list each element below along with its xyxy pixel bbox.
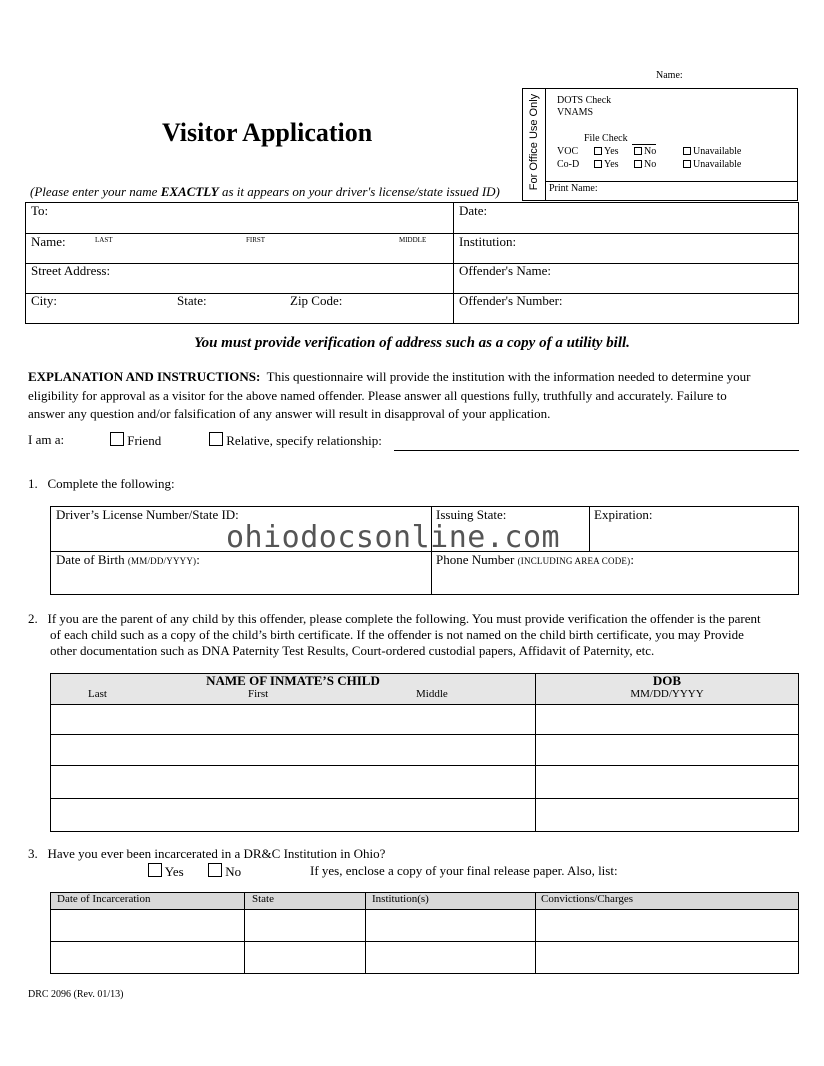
office-vertical-label: For Office Use Only — [528, 93, 540, 191]
child-dob-header: DOB — [652, 673, 682, 688]
voc-yes[interactable] — [594, 146, 619, 157]
cod-no[interactable] — [634, 159, 656, 170]
cod-yes-checkbox[interactable] — [594, 160, 602, 168]
q3-yes-label: Yes — [164, 864, 184, 879]
state-field[interactable]: State: — [177, 293, 207, 308]
voc-label: VOC — [557, 146, 579, 157]
expiration-field[interactable]: Expiration: — [594, 507, 653, 522]
print-name-label: Print Name: — [549, 183, 598, 194]
voc-row — [557, 146, 578, 157]
dots-check-label: DOTS Check — [557, 95, 612, 106]
license-field[interactable]: Driver’s License Number/State ID: — [56, 507, 239, 522]
phone-field[interactable]: Phone Number (INCLUDING AREA CODE): — [436, 552, 634, 567]
verification-notice: You must provide verification of address such as a copy of a utility bill. — [194, 335, 630, 351]
voc-yes-label: Yes — [604, 146, 619, 157]
col-convictions: Convictions/Charges — [541, 893, 634, 905]
to-field[interactable]: To: — [31, 203, 49, 218]
relative-label: Relative, specify relationship: — [226, 433, 382, 448]
relative-checkbox[interactable] — [209, 432, 223, 446]
i-am-a-label: I am a: — [28, 432, 65, 447]
q2-line2: of each child such as a copy of the child’s birth certificate. If the offender is not named on the child birth certificate, you may Provide — [50, 627, 744, 642]
name-field[interactable]: Name: — [31, 234, 66, 249]
voc-yes-checkbox[interactable] — [594, 147, 602, 155]
offender-name-field[interactable]: Offender's Name: — [459, 263, 551, 278]
q3-yes-checkbox[interactable] — [148, 863, 162, 877]
watermark: ohiodocsonline.com — [226, 520, 561, 555]
street-address-field[interactable]: Street Address: — [31, 263, 111, 278]
cod-unavailable-checkbox[interactable] — [683, 160, 691, 168]
voc-unavailable-label: Unavailable — [693, 146, 742, 157]
cod-yes-label: Yes — [604, 159, 619, 170]
name-instruction: (Please enter your name EXACTLY as it appears on your driver's license/state issued ID) — [30, 184, 500, 199]
explanation-line1: EXPLANATION AND INSTRUCTIONS: This questionnaire will provide the institution with the information needed to determine your — [28, 369, 751, 384]
date-field[interactable]: Date: — [459, 203, 488, 218]
q3-label: 3. Have you ever been incarcerated in a DR&C Institution in Ohio? — [28, 846, 386, 861]
friend-label: Friend — [127, 433, 162, 448]
q3-note: If yes, enclose a copy of your final release paper. Also, list: — [310, 863, 618, 878]
name-middle-label: MIDDLE — [399, 236, 427, 244]
voc-no-label: No — [644, 146, 657, 157]
q1-label: 1. Complete the following: — [28, 476, 175, 491]
dob-field[interactable]: Date of Birth (MM/DD/YYYY): — [56, 552, 200, 567]
cod-no-checkbox[interactable] — [634, 160, 642, 168]
child-first-header: First — [248, 688, 269, 700]
child-name-header: NAME OF INMATE’S CHILD — [206, 673, 380, 688]
voc-unavailable[interactable] — [683, 146, 741, 157]
form-number: DRC 2096 (Rev. 01/13) — [28, 989, 124, 1000]
cod-unavailable[interactable] — [683, 159, 741, 170]
q3-no-option[interactable] — [208, 863, 241, 880]
friend-checkbox[interactable] — [110, 432, 124, 446]
institution-field[interactable]: Institution: — [459, 234, 517, 249]
cod-unavailable-label: Unavailable — [693, 159, 742, 170]
cod-yes[interactable] — [594, 159, 619, 170]
col-state: State — [252, 893, 274, 905]
q2-line3: other documentation such as DNA Paternity Test Results, Court-ordered custodial papers, Affidavit of Paternity, etc. — [50, 643, 655, 658]
cod-label: Co-D — [557, 159, 580, 170]
offender-number-field[interactable]: Offender's Number: — [459, 293, 563, 308]
voc-no-checkbox[interactable] — [634, 147, 642, 155]
issuing-state-field[interactable]: Issuing State: — [436, 507, 507, 522]
q3-yes-option[interactable] — [148, 863, 184, 880]
name-last-label: LAST — [95, 236, 113, 244]
voc-no[interactable] — [634, 146, 656, 157]
file-check-label: File Check — [584, 133, 628, 144]
q3-no-label: No — [225, 864, 242, 879]
office-name-label: Name: — [656, 70, 683, 81]
cod-no-label: No — [644, 159, 657, 170]
relative-option[interactable] — [209, 432, 382, 449]
explanation-line2: eligibility for approval as a visitor for the above named offender. Please answer all questions fully, truthfully and accurately. Failure to — [28, 388, 727, 403]
page-title: Visitor Application — [162, 118, 373, 147]
child-middle-header: Middle — [416, 688, 448, 700]
friend-option[interactable] — [110, 432, 161, 449]
city-field[interactable]: City: — [31, 293, 58, 308]
zip-field[interactable]: Zip Code: — [290, 293, 343, 308]
child-dob-format: MM/DD/YYYY — [630, 688, 704, 700]
cod-row — [557, 159, 579, 170]
voc-unavailable-checkbox[interactable] — [683, 147, 691, 155]
col-date-of-incarceration: Date of Incarceration — [57, 893, 151, 905]
vnams-label: VNAMS — [557, 107, 594, 118]
q3-no-checkbox[interactable] — [208, 863, 222, 877]
q2-line1: 2. If you are the parent of any child by this offender, please complete the following. You must provide verification the offender is the parent — [28, 611, 761, 626]
name-first-label: FIRST — [246, 236, 266, 244]
explanation-line3: answer any question and/or falsification of any answer will result in disapproval of your application. — [28, 406, 551, 421]
col-institutions: Institution(s) — [372, 893, 429, 905]
relationship-input-line[interactable] — [394, 450, 799, 451]
child-last-header: Last — [88, 688, 107, 700]
